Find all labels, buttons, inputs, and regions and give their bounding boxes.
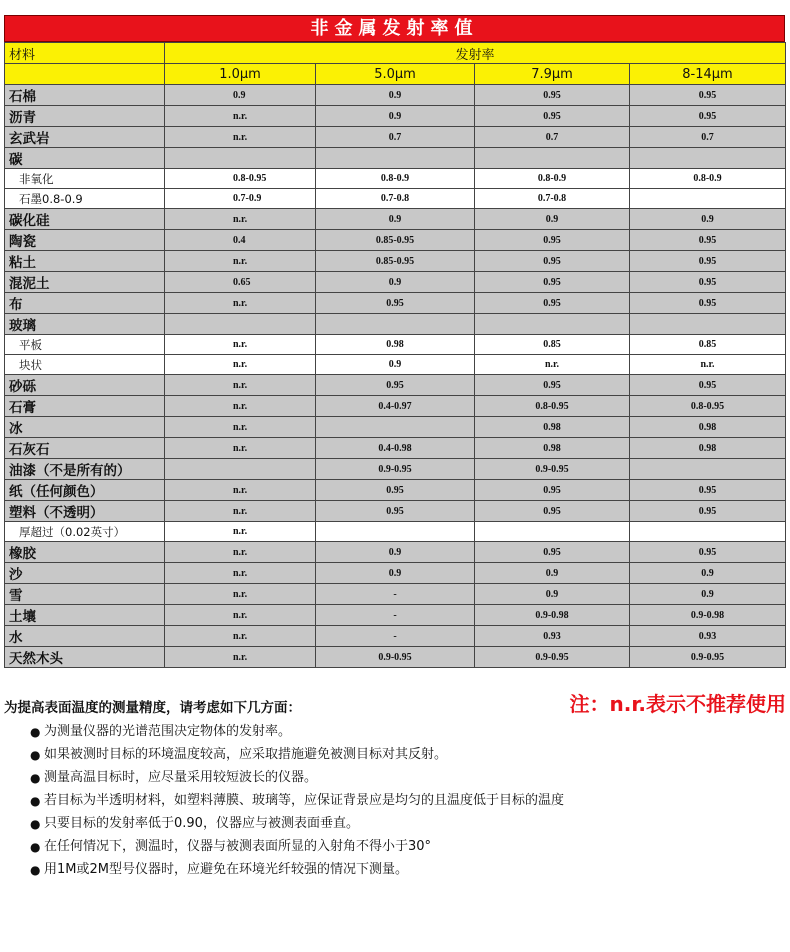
tip-item [30, 722, 564, 745]
material-name: 平板 [5, 335, 165, 355]
table-row [5, 375, 786, 396]
emissivity-value-v7: 0.7-0.8 [475, 189, 630, 209]
emissivity-header: 发射率 [165, 43, 786, 64]
table-row [5, 563, 786, 584]
emissivity-value-v5: 0.85-0.95 [316, 251, 475, 272]
emissivity-value-v1: n.r. [165, 501, 316, 522]
emissivity-value-v8: 0.9 [630, 584, 786, 605]
emissivity-value-v8: 0.9 [630, 209, 786, 230]
emissivity-value-v8: 0.8-0.9 [630, 169, 786, 189]
bullet-icon: ● [30, 840, 41, 854]
emissivity-value-v8: 0.95 [630, 293, 786, 314]
emissivity-value-v7: 0.9 [475, 584, 630, 605]
emissivity-value-v5: 0.95 [316, 375, 475, 396]
material-name: 块状 [5, 355, 165, 375]
table-row [5, 272, 786, 293]
material-name: 石棉 [5, 85, 165, 106]
emissivity-value-v8: 0.8-0.95 [630, 396, 786, 417]
material-name: 冰 [5, 417, 165, 438]
emissivity-value-v1: n.r. [165, 335, 316, 355]
table-title: 非金属发射率值 [4, 15, 785, 42]
emissivity-value-v7: 0.7 [475, 127, 630, 148]
emissivity-value-v7: 0.95 [475, 375, 630, 396]
table-row [5, 417, 786, 438]
emissivity-value-v8: 0.95 [630, 480, 786, 501]
emissivity-value-v1 [165, 314, 316, 335]
nr-note: 注：n.r.表示不推荐使用 [569, 692, 786, 716]
emissivity-value-v1: n.r. [165, 106, 316, 127]
emissivity-value-v8 [630, 314, 786, 335]
wavelength-header-7-9um: 7.9μm [475, 64, 630, 85]
emissivity-value-v8 [630, 459, 786, 480]
table-row [5, 438, 786, 459]
table-row [5, 626, 786, 647]
emissivity-value-v8: 0.9-0.98 [630, 605, 786, 626]
emissivity-value-v5: 0.7 [316, 127, 475, 148]
tip-text: 只要目标的发射率低于0.90，仪器应与被测表面垂直。 [44, 816, 359, 831]
table-row [5, 209, 786, 230]
material-name: 厚超过（0.02英寸） [5, 522, 165, 542]
material-name: 塑料（不透明） [5, 501, 165, 522]
emissivity-value-v7: 0.8-0.95 [475, 396, 630, 417]
emissivity-value-v7: 0.95 [475, 272, 630, 293]
bullet-icon: ● [30, 794, 41, 808]
material-name: 沥青 [5, 106, 165, 127]
table-row [5, 106, 786, 127]
tips-list [30, 722, 564, 883]
emissivity-value-v1: 0.4 [165, 230, 316, 251]
material-name: 石灰石 [5, 438, 165, 459]
emissivity-value-v5: 0.95 [316, 501, 475, 522]
tip-text: 用1M或2M型号仪器时，应避免在环境光纤较强的情况下测量。 [44, 862, 408, 877]
tip-item [30, 791, 564, 814]
emissivity-value-v7: 0.98 [475, 417, 630, 438]
header-row-1 [5, 43, 786, 64]
table-row [5, 335, 786, 355]
emissivity-value-v7: 0.95 [475, 501, 630, 522]
emissivity-value-v5: 0.95 [316, 293, 475, 314]
table-row [5, 314, 786, 335]
material-name: 碳 [5, 148, 165, 169]
emissivity-value-v8: 0.95 [630, 106, 786, 127]
tip-item [30, 814, 564, 837]
emissivity-value-v1: n.r. [165, 251, 316, 272]
material-name: 水 [5, 626, 165, 647]
emissivity-table [4, 42, 786, 668]
emissivity-value-v1 [165, 148, 316, 169]
emissivity-value-v7: 0.98 [475, 438, 630, 459]
emissivity-value-v7: 0.85 [475, 335, 630, 355]
emissivity-value-v7: 0.9 [475, 209, 630, 230]
material-header: 材料 [5, 43, 165, 64]
emissivity-value-v7 [475, 522, 630, 542]
blank-header-cell [5, 64, 165, 85]
emissivity-value-v1: n.r. [165, 209, 316, 230]
material-name: 沙 [5, 563, 165, 584]
material-name: 石墨0.8-0.9 [5, 189, 165, 209]
table-row [5, 647, 786, 668]
material-name: 混泥土 [5, 272, 165, 293]
emissivity-value-v8: 0.95 [630, 230, 786, 251]
bullet-icon: ● [30, 817, 41, 831]
wavelength-header-8-14um: 8-14μm [630, 64, 786, 85]
table-row [5, 127, 786, 148]
table-row [5, 189, 786, 209]
emissivity-value-v1: n.r. [165, 127, 316, 148]
tip-item [30, 768, 564, 791]
table-row [5, 501, 786, 522]
emissivity-value-v1: 0.7-0.9 [165, 189, 316, 209]
tip-item [30, 860, 564, 883]
table-row [5, 480, 786, 501]
emissivity-value-v8: 0.95 [630, 272, 786, 293]
emissivity-value-v8 [630, 522, 786, 542]
material-name: 雪 [5, 584, 165, 605]
emissivity-value-v7: 0.95 [475, 480, 630, 501]
material-name: 油漆（不是所有的） [5, 459, 165, 480]
table-row [5, 522, 786, 542]
emissivity-value-v5: 0.4-0.97 [316, 396, 475, 417]
emissivity-value-v5: 0.98 [316, 335, 475, 355]
emissivity-value-v1: n.r. [165, 626, 316, 647]
material-name: 砂砾 [5, 375, 165, 396]
material-name: 天然木头 [5, 647, 165, 668]
tip-item [30, 837, 564, 860]
tip-text: 若目标为半透明材料，如塑料薄膜、玻璃等，应保证背景应是均匀的且温度低于目标的温度 [44, 793, 565, 808]
table-row [5, 251, 786, 272]
emissivity-value-v5 [316, 417, 475, 438]
bullet-icon: ● [30, 863, 41, 877]
bullet-icon: ● [30, 771, 41, 785]
emissivity-value-v7 [475, 314, 630, 335]
emissivity-value-v1: n.r. [165, 605, 316, 626]
emissivity-value-v1: 0.9 [165, 85, 316, 106]
emissivity-value-v8: 0.98 [630, 438, 786, 459]
emissivity-value-v7: 0.9-0.95 [475, 459, 630, 480]
emissivity-value-v1: n.r. [165, 396, 316, 417]
tips-heading: 为提高表面温度的测量精度，请考虑如下几方面： [4, 700, 301, 716]
emissivity-value-v7: 0.95 [475, 542, 630, 563]
material-name: 橡胶 [5, 542, 165, 563]
emissivity-value-v1: 0.8-0.95 [165, 169, 316, 189]
emissivity-value-v8: 0.95 [630, 542, 786, 563]
emissivity-value-v8: n.r. [630, 355, 786, 375]
emissivity-value-v1: n.r. [165, 480, 316, 501]
emissivity-value-v5: 0.9-0.95 [316, 647, 475, 668]
material-name: 石膏 [5, 396, 165, 417]
emissivity-value-v8: 0.93 [630, 626, 786, 647]
emissivity-value-v5: 0.9 [316, 542, 475, 563]
emissivity-value-v1: n.r. [165, 522, 316, 542]
emissivity-value-v8: 0.95 [630, 251, 786, 272]
material-name: 玻璃 [5, 314, 165, 335]
emissivity-value-v1: n.r. [165, 542, 316, 563]
table-row [5, 396, 786, 417]
emissivity-value-v7: 0.95 [475, 230, 630, 251]
table-row [5, 293, 786, 314]
emissivity-value-v8: 0.95 [630, 501, 786, 522]
emissivity-value-v5 [316, 314, 475, 335]
wavelength-header-5um: 5.0μm [316, 64, 475, 85]
emissivity-value-v1 [165, 459, 316, 480]
table-row [5, 542, 786, 563]
emissivity-value-v8: 0.95 [630, 85, 786, 106]
emissivity-value-v8: 0.85 [630, 335, 786, 355]
emissivity-value-v5: 0.85-0.95 [316, 230, 475, 251]
table-row [5, 148, 786, 169]
material-name: 布 [5, 293, 165, 314]
emissivity-value-v1: n.r. [165, 584, 316, 605]
emissivity-value-v7: 0.95 [475, 106, 630, 127]
emissivity-value-v1: n.r. [165, 438, 316, 459]
emissivity-value-v7: 0.95 [475, 85, 630, 106]
emissivity-value-v5: 0.9 [316, 209, 475, 230]
emissivity-value-v7: 0.9-0.98 [475, 605, 630, 626]
emissivity-value-v8: 0.9 [630, 563, 786, 584]
tip-item [30, 745, 564, 768]
material-name: 纸（任何颜色） [5, 480, 165, 501]
emissivity-value-v5 [316, 148, 475, 169]
emissivity-value-v1: n.r. [165, 563, 316, 584]
emissivity-value-v8: 0.9-0.95 [630, 647, 786, 668]
material-name: 陶瓷 [5, 230, 165, 251]
tip-text: 在任何情况下，测温时，仪器与被测表面所显的入射角不得小于30° [44, 839, 432, 854]
material-name: 碳化硅 [5, 209, 165, 230]
material-name: 玄武岩 [5, 127, 165, 148]
emissivity-value-v1: n.r. [165, 417, 316, 438]
header-row-2 [5, 64, 786, 85]
emissivity-value-v5: 0.9 [316, 85, 475, 106]
emissivity-value-v1: n.r. [165, 293, 316, 314]
table-row [5, 355, 786, 375]
emissivity-value-v7: 0.93 [475, 626, 630, 647]
material-name: 土壤 [5, 605, 165, 626]
emissivity-value-v5: - [316, 626, 475, 647]
emissivity-value-v7: 0.95 [475, 251, 630, 272]
emissivity-value-v1: n.r. [165, 647, 316, 668]
emissivity-value-v1: n.r. [165, 355, 316, 375]
emissivity-value-v5: 0.9 [316, 272, 475, 293]
emissivity-value-v7: 0.8-0.9 [475, 169, 630, 189]
emissivity-value-v8 [630, 189, 786, 209]
bullet-icon: ● [30, 748, 41, 762]
table-row [5, 459, 786, 480]
wavelength-header-1um: 1.0μm [165, 64, 316, 85]
tip-text: 测量高温目标时，应尽量采用较短波长的仪器。 [44, 770, 318, 785]
emissivity-value-v5: - [316, 584, 475, 605]
emissivity-value-v1: 0.65 [165, 272, 316, 293]
table-row [5, 169, 786, 189]
emissivity-value-v7 [475, 148, 630, 169]
table-row [5, 584, 786, 605]
emissivity-value-v5 [316, 522, 475, 542]
emissivity-value-v5: 0.9 [316, 106, 475, 127]
emissivity-value-v5: 0.95 [316, 480, 475, 501]
tip-text: 如果被测时目标的环境温度较高，应采取措施避免被测目标对其反射。 [44, 747, 448, 762]
emissivity-value-v5: 0.9 [316, 355, 475, 375]
table-row [5, 85, 786, 106]
emissivity-value-v7: 0.95 [475, 293, 630, 314]
emissivity-value-v5: 0.9 [316, 563, 475, 584]
material-name: 非氧化 [5, 169, 165, 189]
tip-text: 为测量仪器的光谱范围决定物体的发射率。 [44, 724, 292, 739]
emissivity-value-v5: 0.8-0.9 [316, 169, 475, 189]
emissivity-value-v1: n.r. [165, 375, 316, 396]
emissivity-value-v5: 0.7-0.8 [316, 189, 475, 209]
emissivity-value-v7: 0.9-0.95 [475, 647, 630, 668]
emissivity-value-v7: n.r. [475, 355, 630, 375]
bullet-icon: ● [30, 725, 41, 739]
emissivity-value-v8: 0.7 [630, 127, 786, 148]
emissivity-value-v5: 0.9-0.95 [316, 459, 475, 480]
emissivity-value-v8: 0.98 [630, 417, 786, 438]
emissivity-value-v8: 0.95 [630, 375, 786, 396]
table-row [5, 605, 786, 626]
emissivity-value-v8 [630, 148, 786, 169]
material-name: 粘土 [5, 251, 165, 272]
emissivity-value-v5: - [316, 605, 475, 626]
emissivity-value-v5: 0.4-0.98 [316, 438, 475, 459]
emissivity-value-v7: 0.9 [475, 563, 630, 584]
table-row [5, 230, 786, 251]
